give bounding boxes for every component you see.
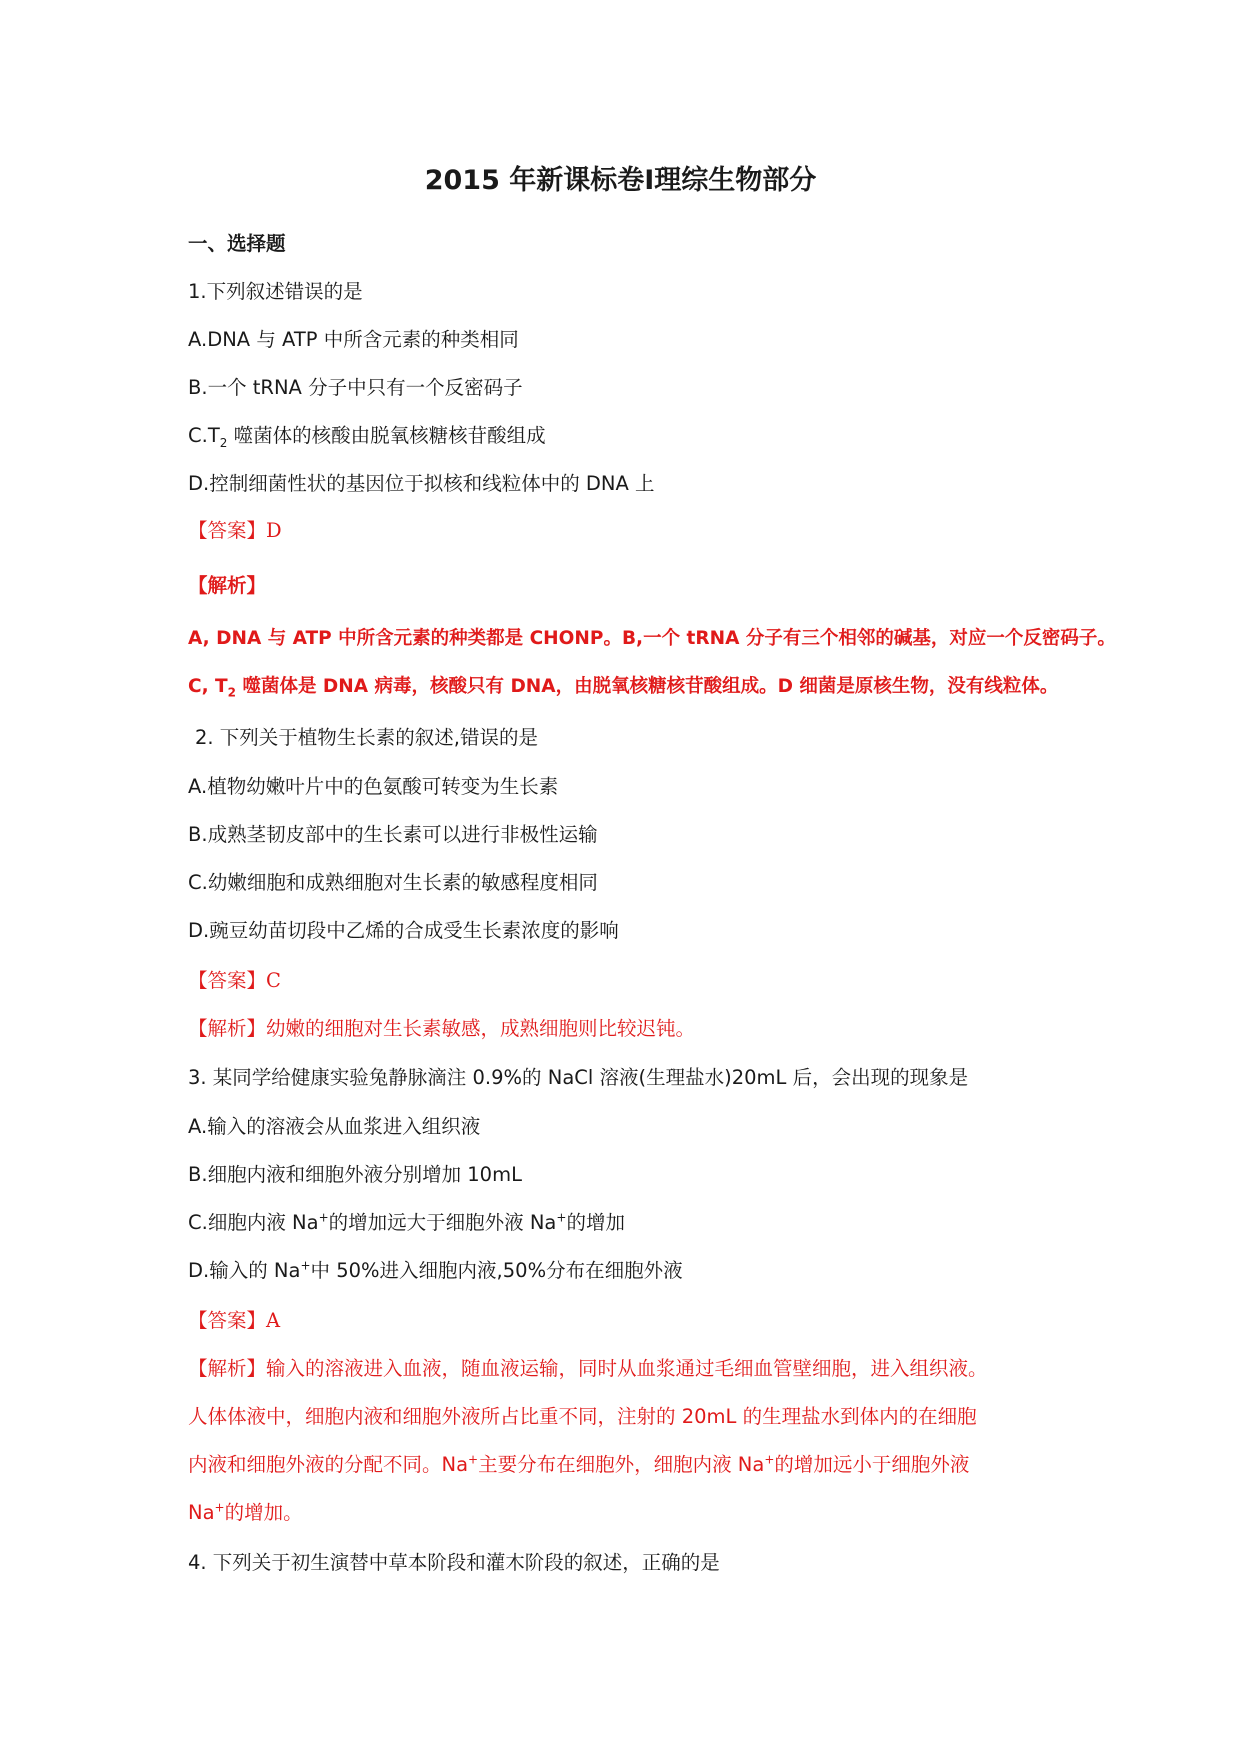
q3-analysis-line3: 内液和细胞外液的分配不同。Na+主要分布在细胞外，细胞内液 Na+的增加远小于细胞外液 xyxy=(188,1452,970,1476)
q3-analysis-line4: Na+的增加。 xyxy=(188,1500,303,1524)
q2-option-d: D.豌豆幼苗切段中乙烯的合成受生长素浓度的影响 xyxy=(188,919,619,942)
section-heading: 一、选择题 xyxy=(188,232,286,255)
q3-option-d: D.输入的 Na+中 50%进入细胞内液,50%分布在细胞外液 xyxy=(188,1258,683,1282)
q1-option-c: $C.T_2$ 噬菌体的核酸由脱氧核糖核苷酸组成 xyxy=(188,424,546,450)
q3-analysis-line2: 人体体液中，细胞内液和细胞外液所占比重不同，注射的 20mL 的生理盐水到体内的在细胞 xyxy=(188,1405,977,1428)
q1-answer: 【答案】D xyxy=(188,519,282,542)
q1-option-d: D.控制细菌性状的基因位于拟核和线粒体中的 DNA 上 xyxy=(188,472,655,495)
q3-analysis-line1: 【解析】输入的溶液进入血液，随血液运输，同时从血浆通过毛细血管壁细胞，进入组织液。 xyxy=(188,1357,988,1380)
q2-option-b: B.成熟茎韧皮部中的生长素可以进行非极性运输 xyxy=(188,823,598,846)
q3-answer: 【答案】A xyxy=(188,1309,281,1332)
q1-analysis-label: 【解析】 xyxy=(188,574,267,597)
q2-answer: 【答案】C xyxy=(188,969,281,992)
q1-analysis-line1: A, DNA 与 ATP 中所含元素的种类都是 CHONP。B,一个 tRNA 分子有三个相邻的碱基，对应一个反密码子。 xyxy=(188,628,1116,649)
q3-option-b: B.细胞内液和细胞外液分别增加 10mL xyxy=(188,1163,522,1186)
q3-option-a: A.输入的溶液会从血浆进入组织液 xyxy=(188,1115,481,1138)
q2-option-c: C.幼嫩细胞和成熟细胞对生长素的敏感程度相同 xyxy=(188,871,598,894)
q3-option-c: C.细胞内液 Na+的增加远大于细胞外液 Na+的增加 xyxy=(188,1210,625,1234)
q1-stem: 1.下列叙述错误的是 xyxy=(188,280,363,303)
q1-analysis-line2: C, $T_2$ 噬菌体是 DNA 病毒，核酸只有 DNA，由脱氧核糖核苷酸组成。D 细菌是原核生物，没有线粒体。 xyxy=(188,676,1059,700)
q1-option-b: B.一个 tRNA 分子中只有一个反密码子 xyxy=(188,376,523,399)
q3-stem: 3. 某同学给健康实验兔静脉滴注 0.9%的 NaCl 溶液(生理盐水)20mL 后，会出现的现象是 xyxy=(188,1066,969,1089)
page-title: 2015 年新课标卷Ⅰ理综生物部分 xyxy=(424,165,817,196)
q2-option-a: A.植物幼嫩叶片中的色氨酸可转变为生长素 xyxy=(188,775,559,798)
q4-stem: 4. 下列关于初生演替中草本阶段和灌木阶段的叙述，正确的是 xyxy=(188,1551,720,1574)
q2-stem: 2. 下列关于植物生长素的叙述,错误的是 xyxy=(195,726,539,749)
q2-analysis: 【解析】幼嫩的细胞对生长素敏感，成熟细胞则比较迟钝。 xyxy=(188,1017,696,1040)
q1-option-a: A.DNA 与 ATP 中所含元素的种类相同 xyxy=(188,328,519,351)
